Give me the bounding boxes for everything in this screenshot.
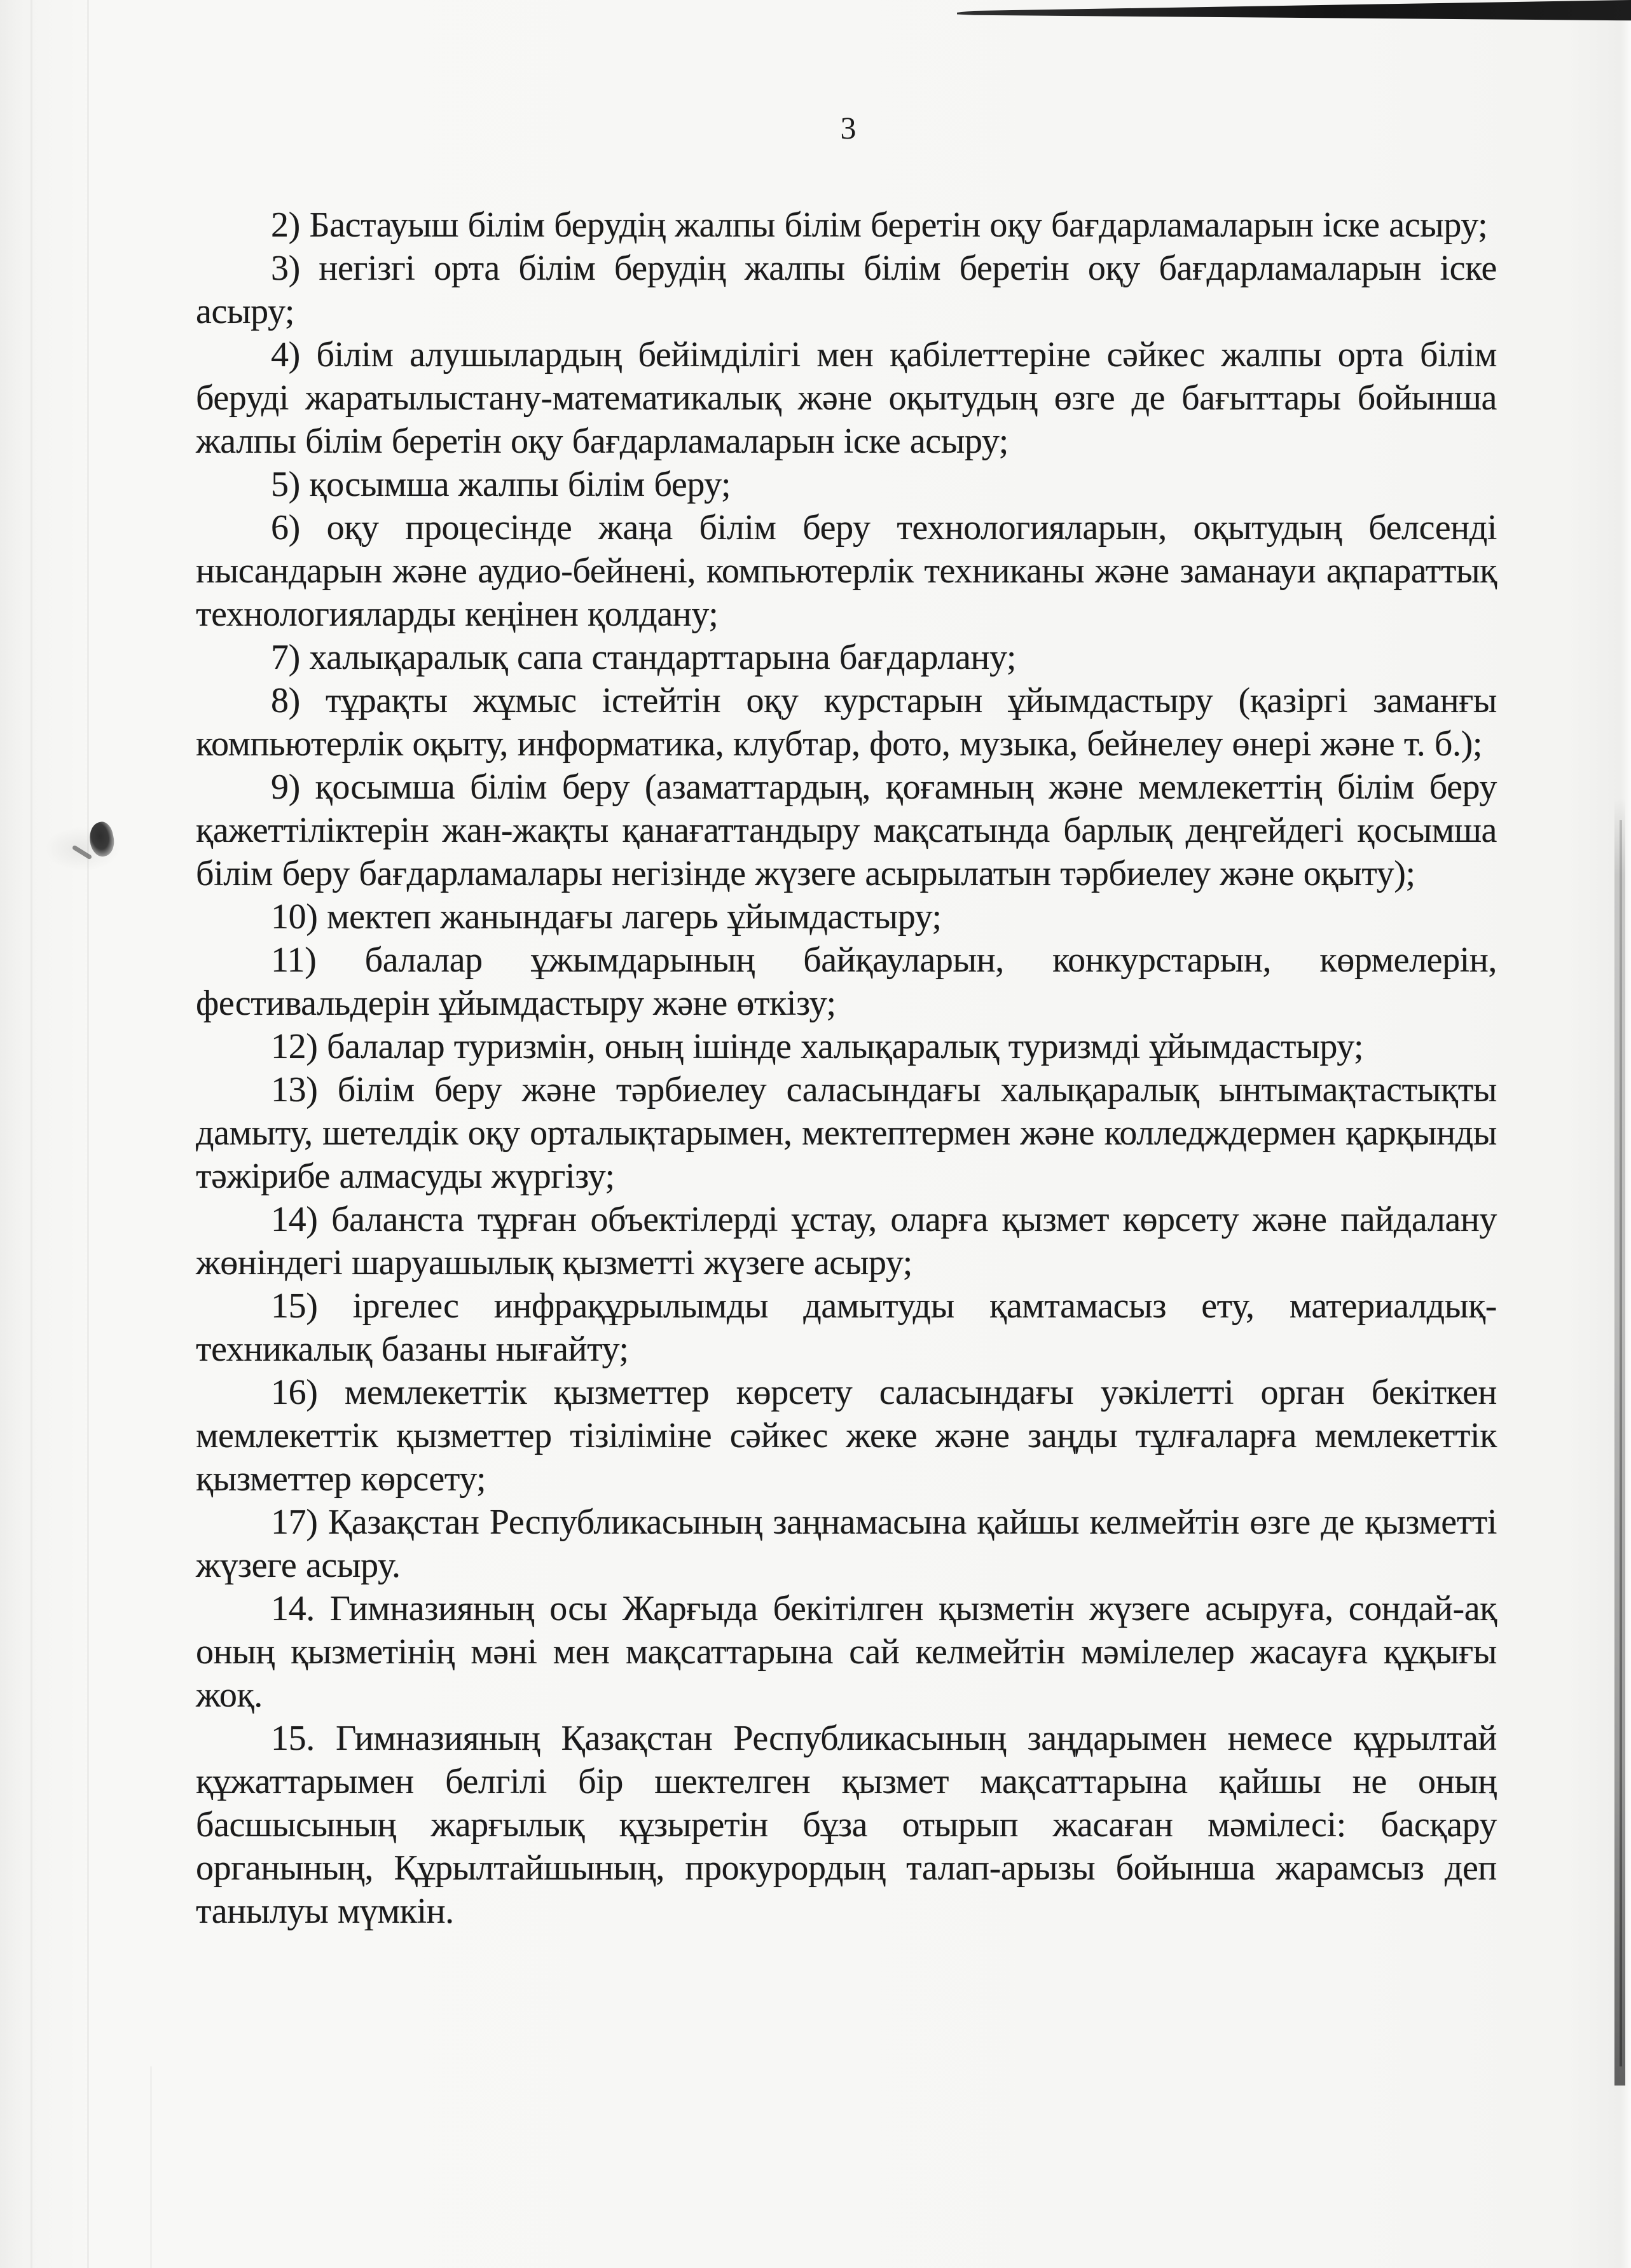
- paragraph: 2) Бастауыш білім берудің жалпы білім беретін оқу бағдарламаларын іске асыру;: [271, 205, 1488, 245]
- paragraph: 16) мемлекеттік қызметтер көрсету саласындағы уәкілетті орган бекіткен мемлекеттік қызметтер тізіліміне сәйкес жеке және заңды тұлғаларға мемлекеттік қызметтер көрсету;: [196, 1373, 1497, 1499]
- paragraph: 15. Гимназияның Қазақстан Республикасының заңдарымен немесе құрылтай құжаттарымен белгілі бір шектелген қызмет мақсаттарына қайшы не оның басшысының жарғылық құзыретін бұза отырып жасаған мәмілесі: басқару органының, Құрылтайшының, прокурордың талап-арызы бойынша жарамсыз деп танылуы мүмкін.: [196, 1719, 1497, 1931]
- paragraph: 6) оқу процесінде жаңа білім беру технологияларын, оқытудың белсенді нысандарын және аудио-бейнені, компьютерлік техниканы және заманауи ақпараттық технологияларды кеңінен қолдану;: [196, 508, 1497, 634]
- paragraph: 15) іргелес инфрақұрылымды дамытуды қамтамасыз ету, материалдық-техникалық базаны нығайту;: [196, 1286, 1497, 1369]
- document-body: [196, 203, 1497, 1933]
- paragraph: 5) қосымша жалпы білім беру;: [271, 465, 731, 504]
- paragraph: 17) Қазақстан Республикасының заңнамасына қайшы келмейтін өзге де қызметті жүзеге асыру.: [196, 1502, 1497, 1585]
- paragraph: 12) балалар туризмін, оның ішінде халықаралық туризмді ұйымдастыру;: [271, 1027, 1364, 1066]
- paragraph: 14) баланста тұрған объектілерді ұстау, оларға қызмет көрсету және пайдалану жөніндегі шаруашылық қызметті жүзеге асыру;: [196, 1200, 1497, 1282]
- scan-shadow-right-edge-core: [1620, 820, 1622, 2066]
- fold-line: [150, 2066, 152, 2268]
- paragraph: 9) қосымша білім беру (азаматтардың, қоғамның және мемлекеттің білім беру қажеттіліктерін жан-жақты қанағаттандыру мақсатында барлық деңгейдегі қосымша білім беру бағдарламалары негізінде жүзеге асырылатын тәрбиелеу және оқыту);: [196, 767, 1497, 893]
- fold-line: [87, 0, 89, 2268]
- paragraph: 7) халықаралық сапа стандарттарына бағдарлану;: [271, 638, 1016, 677]
- scan-artifact-top-edge: [957, 0, 1631, 22]
- paragraph: 10) мектеп жанындағы лагерь ұйымдастыру;: [271, 897, 942, 937]
- paragraph: 8) тұрақты жұмыс істейтін оқу курстарын ұйымдастыру (қазіргі заманғы компьютерлік оқыту, информатика, клубтар, фото, музыка, бейнелеу өнері және т. б.);: [196, 681, 1497, 764]
- paragraph: 4) білім алушылардың бейімділігі мен қабілеттеріне сәйкес жалпы орта білім беруді жаратылыстану-математикалық және оқытудың өзге де бағыттары бойынша жалпы білім беретін оқу бағдарламаларын іске асыру;: [196, 335, 1497, 461]
- paragraph: 14. Гимназияның осы Жарғыда бекітілген қызметін жүзеге асыруға, сондай-ақ оның қызметінің мәні мен мақсаттарына сай келмейтін мәмілелер жасауға құқығы жоқ.: [196, 1589, 1497, 1715]
- paragraph: 3) негізгі орта білім берудің жалпы білім беретін оқу бағдарламаларын іске асыру;: [196, 249, 1497, 331]
- paragraph: 11) балалар ұжымдарының байқауларын, конкурстарын, көрмелерін, фестивальдерін ұйымдастыру және өткізу;: [196, 940, 1497, 1023]
- paragraph: 13) білім беру және тәрбиелеу саласындағы халықаралық ынтымақтастықты дамыту, шетелдік оқу орталықтарымен, мектептермен және колледждермен қарқынды тәжірибе алмасуды жүргізу;: [196, 1070, 1497, 1196]
- page-number: 3: [840, 110, 857, 146]
- fold-line: [31, 0, 32, 2268]
